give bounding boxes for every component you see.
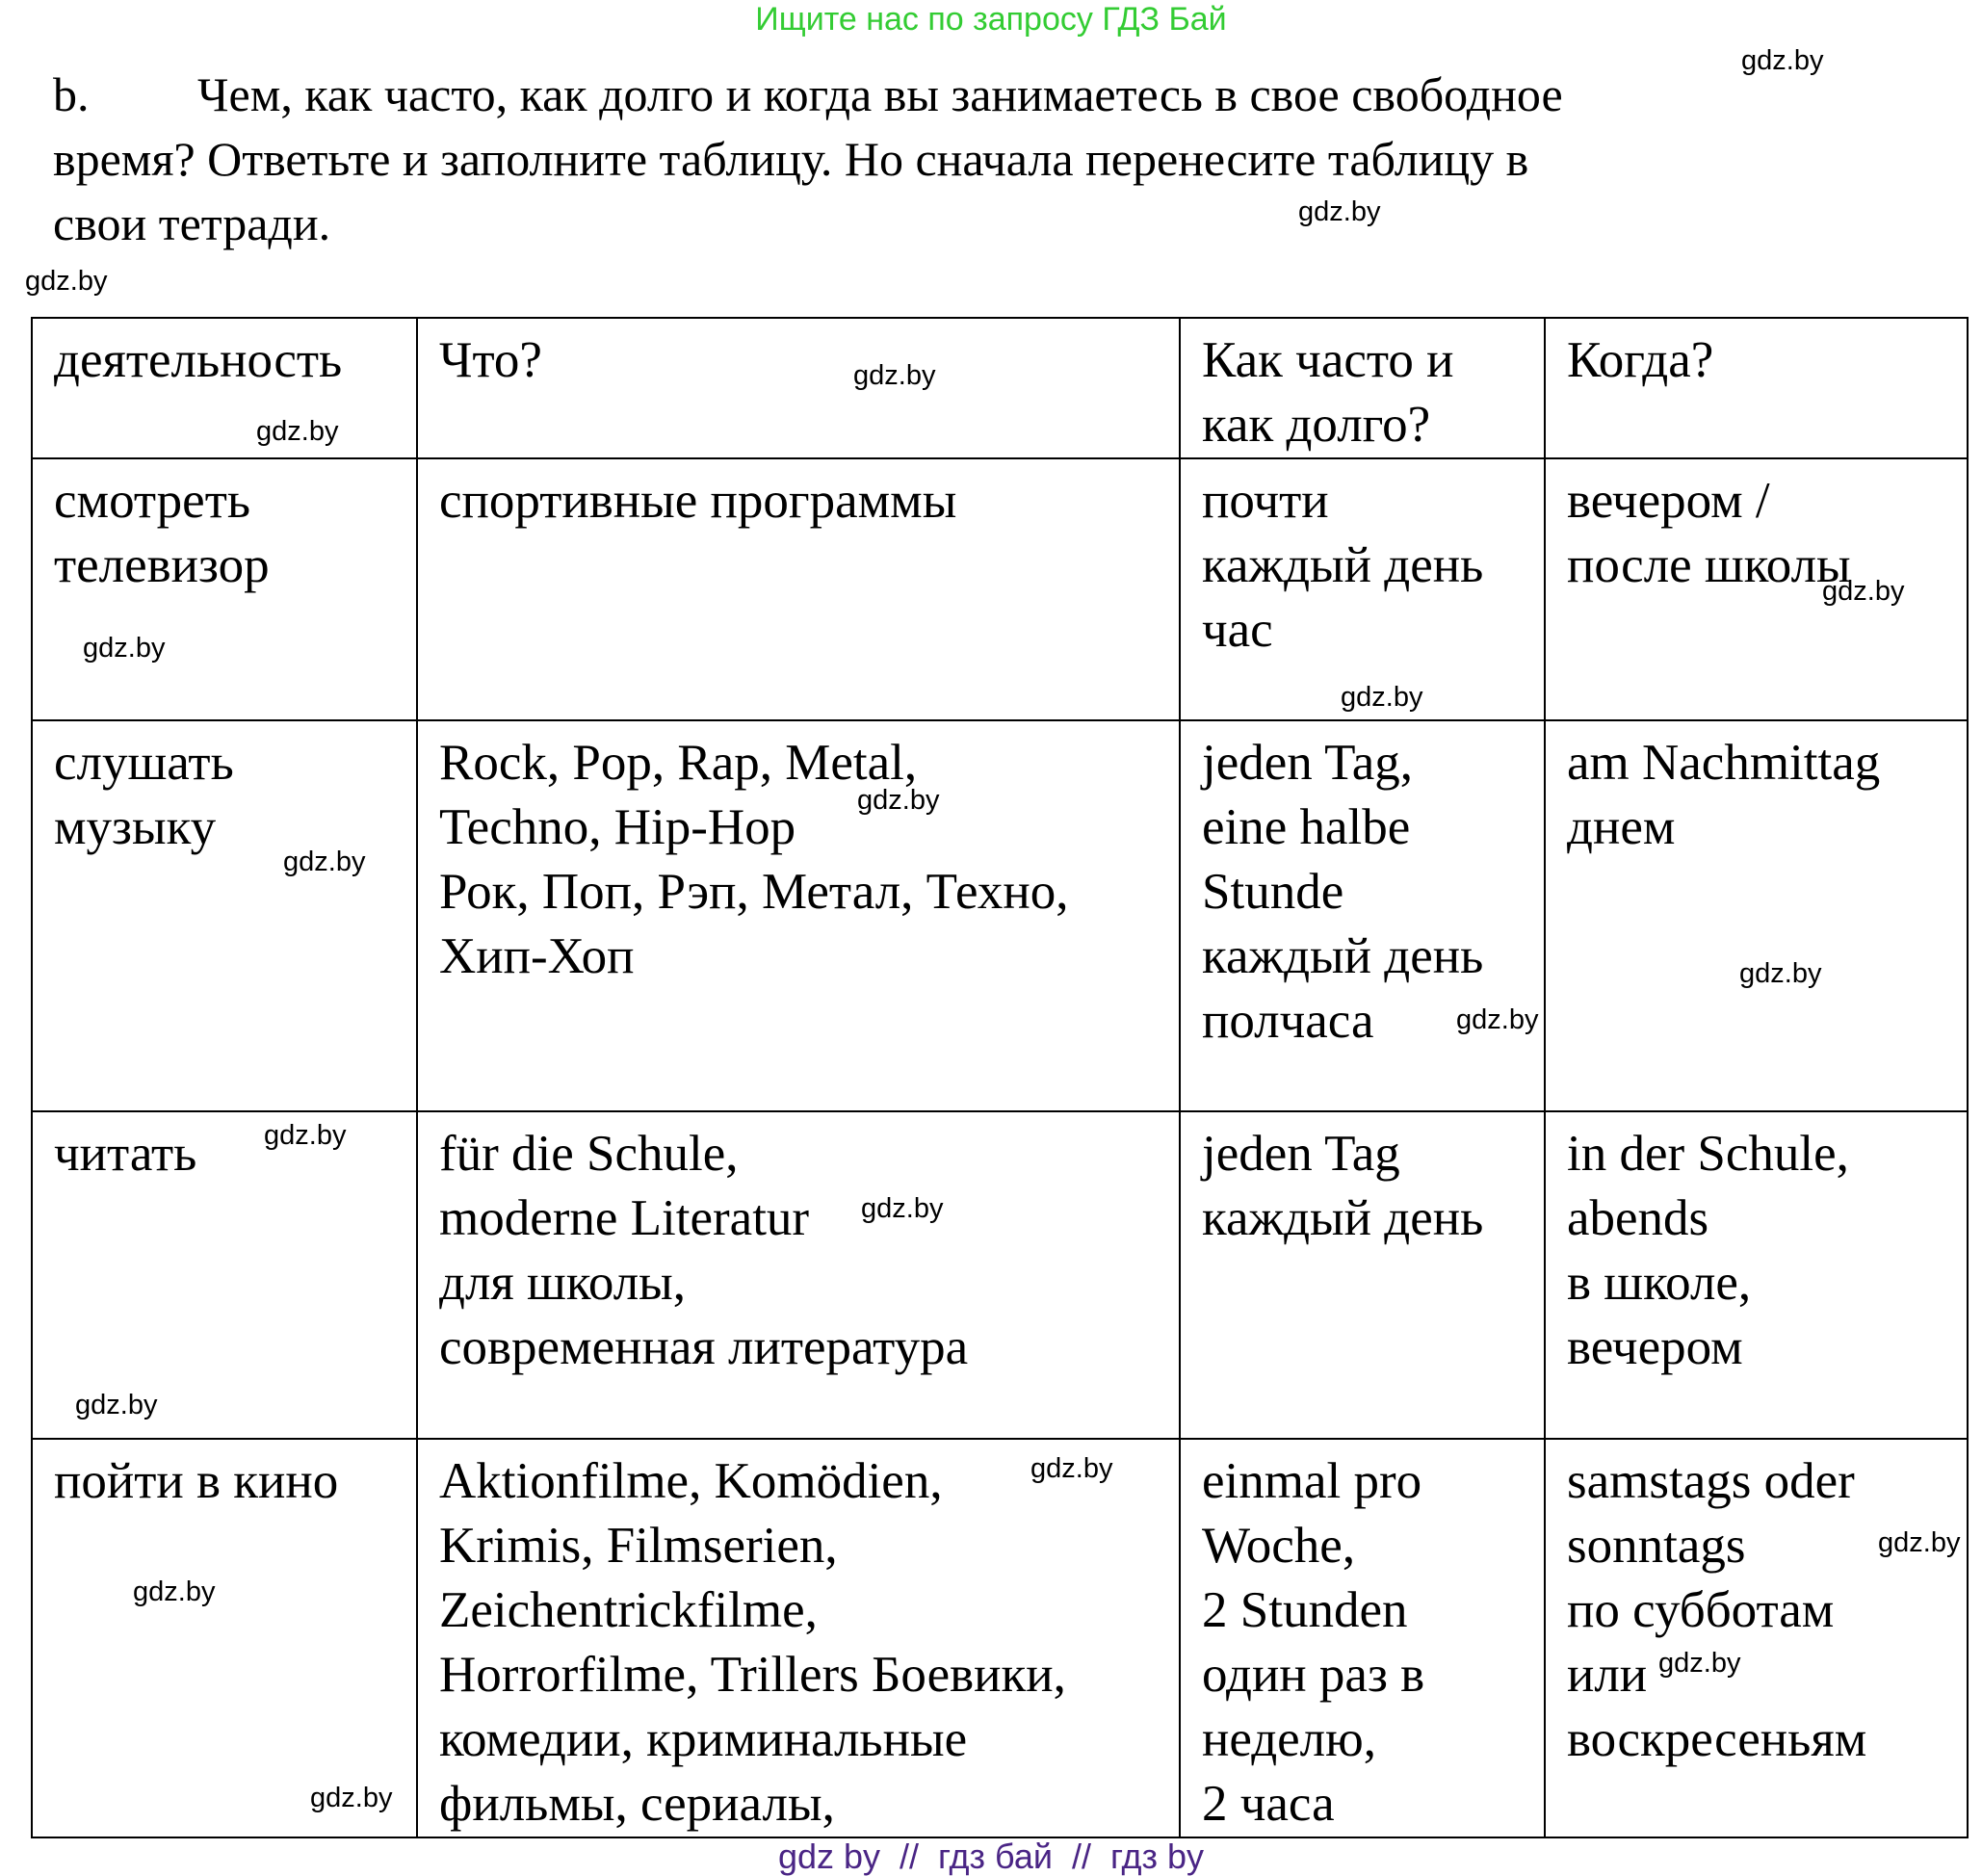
table-cell: in der Schule, abends в школе, вечером [1545,1111,1968,1439]
watermark: gdz.by [1741,45,1824,76]
table-cell: jeden Tag, eine halbe Stunde каждый день полчаса [1180,720,1545,1111]
table-row [32,458,1968,720]
table-cell: einmal pro Woche, 2 Stunden один раз в неделю, 2 часа [1180,1439,1545,1837]
search-banner: Ищите нас по запросу ГДЗ Бай [755,1,1227,38]
watermark: gdz.by [857,785,940,816]
watermark: gdz.by [861,1193,944,1224]
watermark: gdz.by [1298,196,1381,227]
watermark: gdz.by [1341,682,1423,713]
footer-links: gdz by // гдз бай // гдз by [777,1837,1205,1876]
table-cell: пойти в кино [32,1439,417,1837]
watermark: gdz.by [1456,1004,1539,1035]
table-cell: für die Schule, moderne Literatur для школы, современная литература [417,1111,1180,1439]
table-cell: вечером / после школы [1545,458,1968,720]
task-question: Чем, как часто, как долго и когда вы занимаетесь в свое свободное время? Ответьте и заполните таблицу. Но сначала перенесите таблицу в свои тетради. [53,67,1563,250]
table-cell: Aktionfilme, Komödien, Krimis, Filmserien, Zeichentrickfilme, Horrorfilme, Trillers Боевики, комедии, криминальные фильмы, сериалы, [417,1439,1180,1837]
watermark: gdz.by [1658,1648,1741,1679]
watermark: gdz.by [75,1390,158,1420]
table-cell: почти каждый день час [1180,458,1545,720]
table-row [32,1111,1968,1439]
watermark: gdz.by [1030,1453,1113,1484]
watermark: gdz.by [283,847,366,877]
watermark: gdz.by [83,633,166,664]
table-row [32,1439,1968,1837]
table-cell: слушать музыку [32,720,417,1111]
table-cell: Rock, Pop, Rap, Metal, Techno, Hip-Hop Рок, Поп, Рэп, Метал, Техно, Хип-Хоп [417,720,1180,1111]
watermark: gdz.by [256,416,339,447]
table-cell: am Nachmittag днем [1545,720,1968,1111]
activities-table [31,317,1969,1838]
header-activity: деятельность [32,318,417,458]
header-what: Что? [417,318,1180,458]
watermark: gdz.by [853,360,936,391]
watermark: gdz.by [310,1783,393,1813]
table-cell: samstags oder sonntags по субботам или воскресеньям [1545,1439,1968,1837]
watermark: gdz.by [1739,958,1822,989]
table-cell: спортивные программы [417,458,1180,720]
table-cell: смотреть телевизор [32,458,417,720]
watermark: gdz.by [133,1576,216,1607]
table-cell: jeden Tag каждый день [1180,1111,1545,1439]
table-row [32,720,1968,1111]
watermark: gdz.by [264,1120,347,1151]
watermark: gdz.by [1822,576,1905,607]
header-when: Когда? [1545,318,1968,458]
task-letter: b. [53,67,90,121]
table-cell: читать [32,1111,417,1439]
watermark: gdz.by [25,266,108,297]
header-how-often: Как часто и как долго? [1180,318,1545,458]
watermark: gdz.by [1878,1527,1961,1558]
